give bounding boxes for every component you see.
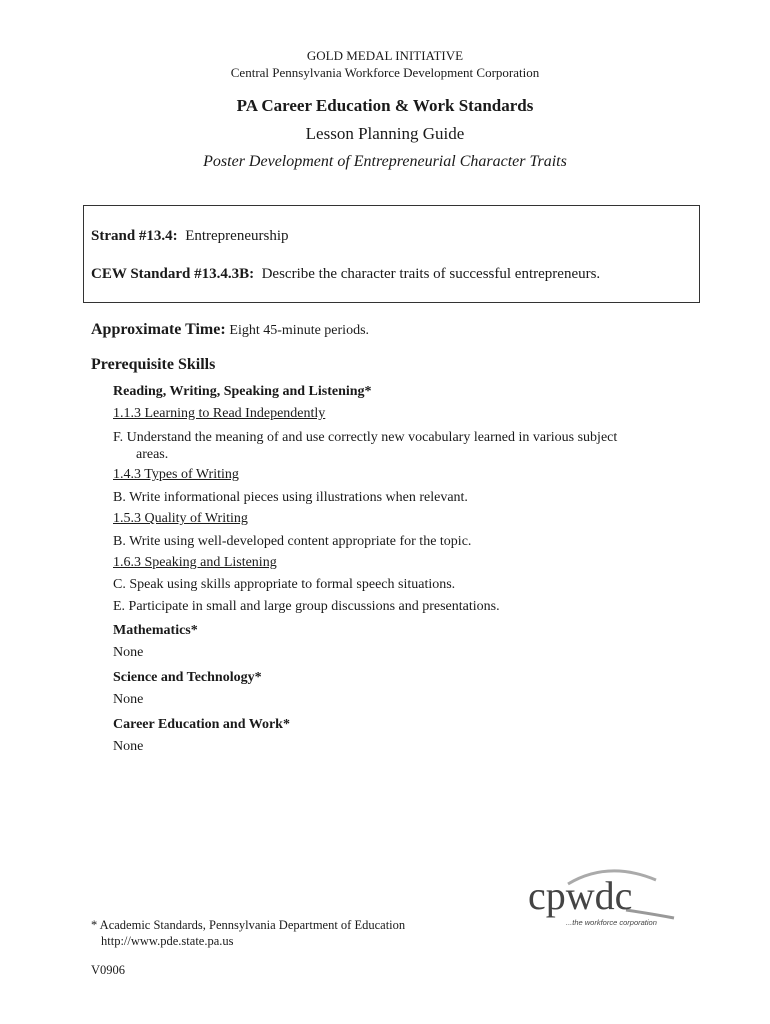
version-code: V0906 (91, 963, 126, 977)
science-value: None (113, 692, 144, 707)
rwsl-heading: Reading, Writing, Speaking and Listening* (113, 384, 372, 399)
career-heading: Career Education and Work* (113, 717, 290, 732)
standard-subheading: 1.6.3 Speaking and Listening (113, 555, 277, 570)
skill-item-text: F. Understand the meaning of and use correctly new vocabulary learned in various subject (113, 430, 618, 445)
standard-subheading: 1.1.3 Learning to Read Independently (113, 406, 326, 421)
standard-box (83, 205, 700, 303)
page-subtitle: Lesson Planning Guide (305, 124, 465, 143)
org-full-name: Central Pennsylvania Workforce Development Corporation (230, 65, 540, 80)
footnote-url[interactable]: http://www.pde.state.pa.us (101, 934, 234, 948)
strand-value: Entrepreneurship (185, 228, 289, 244)
strand-label: Strand #13.4: (91, 228, 178, 244)
cew-line (91, 266, 600, 283)
org-name: GOLD MEDAL INITIATIVE (306, 48, 464, 63)
skill-item: B. Write using well-developed content appropriate for the topic. (113, 534, 472, 549)
standard-subheading: 1.4.3 Types of Writing (113, 467, 239, 482)
logo-text: cpwdc (528, 873, 633, 918)
math-heading: Mathematics* (113, 623, 198, 638)
skill-item: E. Participate in small and large group discussions and presentations. (113, 599, 500, 614)
skill-item: C. Speak using skills appropriate to formal speech situations. (113, 577, 456, 592)
page-title: PA Career Education & Work Standards (236, 96, 534, 115)
skill-item-continuation: areas. (136, 447, 169, 462)
skill-item: B. Write informational pieces using illustrations when relevant. (113, 490, 468, 505)
career-value: None (113, 739, 144, 754)
math-value: None (113, 645, 144, 660)
logo-swoosh (626, 910, 674, 918)
lesson-title: Poster Development of Entrepreneurial Character Traits (203, 153, 567, 170)
footnote: * Academic Standards, Pennsylvania Department of Education (91, 918, 406, 932)
prerequisite-heading: Prerequisite Skills (91, 356, 216, 373)
approximate-time (91, 321, 369, 339)
cew-value: Describe the character traits of successful entrepreneurs. (261, 266, 601, 282)
strand-line (91, 228, 288, 245)
time-value: Eight 45-minute periods. (229, 323, 370, 338)
logo-graphic (528, 866, 678, 934)
time-label: Approximate Time: (91, 321, 226, 338)
standard-subheading: 1.5.3 Quality of Writing (113, 511, 248, 526)
logo-tagline: ...the workforce corporation (566, 918, 657, 927)
cpwdc-logo (528, 866, 678, 934)
skill-item (113, 429, 683, 463)
science-heading: Science and Technology* (113, 670, 262, 685)
cew-label: CEW Standard #13.4.3B: (91, 266, 255, 282)
